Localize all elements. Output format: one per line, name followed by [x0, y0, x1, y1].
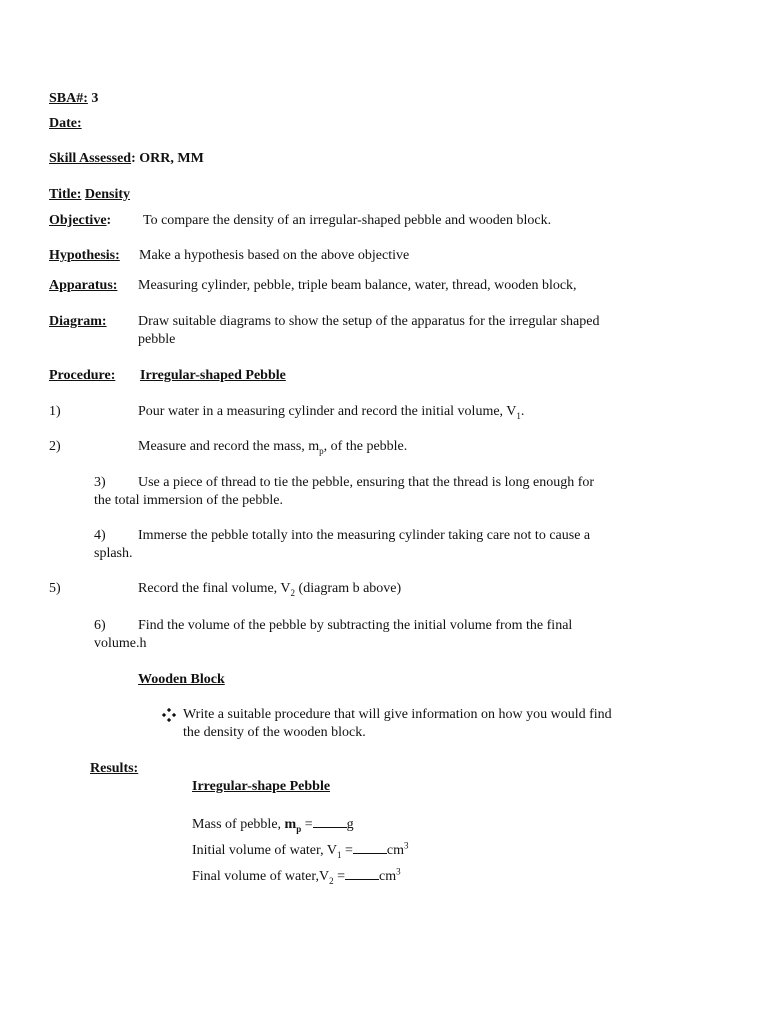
apparatus-text: Measuring cylinder, pebble, triple beam balance, water, thread, wooden block,: [138, 278, 577, 293]
mass-of-pebble-line: Mass of pebble, $m_p = g$: [192, 814, 354, 834]
step-4-number: 4): [94, 528, 106, 543]
apparatus-label: Apparatus:: [49, 278, 118, 293]
initial-volume-line: Initial volume of water, $V_1 = cm^3$: [192, 840, 409, 860]
step-3-text-line2: the total immersion of the pebble.: [94, 493, 283, 508]
step-6-number: 6): [94, 618, 106, 633]
wooden-block-bullet-line1: Write a suitable procedure that will give information on how you would find: [183, 707, 612, 722]
hypothesis-label: Hypothesis:: [49, 248, 120, 263]
skill-value: : ORR, MM: [131, 151, 204, 166]
objective-line: [49, 212, 111, 230]
title-value: Density: [84, 187, 131, 202]
step-3-number: 3): [94, 475, 106, 490]
step-1-number: 1): [49, 404, 61, 419]
sba-label: SBA#:: [49, 91, 88, 106]
objective-colon: :: [106, 213, 112, 228]
mass-blank: [313, 814, 347, 828]
initial-volume-blank: [353, 840, 387, 854]
sba-line: [49, 90, 98, 108]
final-volume-blank: [345, 866, 379, 880]
step-5-number: 5): [49, 581, 61, 596]
step-4-text-line2: splash.: [94, 546, 133, 561]
results-label: Results:: [90, 761, 139, 776]
objective-text: To compare the density of an irregular-shaped pebble and wooden block.: [143, 213, 552, 228]
diamond-bullet-icon: [162, 706, 176, 724]
procedure-label: Procedure:: [49, 368, 116, 383]
sba-value: 3: [87, 91, 99, 106]
step-4-text-line1: Immerse the pebble totally into the measuring cylinder taking care not to cause a: [138, 528, 591, 543]
hypothesis-text: Make a hypothesis based on the above objective: [139, 248, 410, 263]
skill-label: Skill Assessed: [49, 151, 132, 166]
final-volume-line: Final volume of $water,V_2 = cm^3$: [192, 866, 401, 886]
step-2-text: Measure and record the mass, $m_p$, of the pebble.: [138, 439, 408, 456]
skill-line: [49, 150, 204, 168]
diagram-text-line1: Draw suitable diagrams to show the setup of the apparatus for the irregular shaped: [138, 314, 600, 329]
title-label: Title:: [49, 187, 82, 202]
wooden-block-heading: Wooden Block: [138, 672, 225, 687]
step-6-text-line2: volume.h: [94, 636, 147, 651]
wooden-block-bullet-line2: the density of the wooden block.: [183, 725, 366, 740]
title-line: [49, 186, 130, 204]
step-5-text: Record the final volume, $V_2$ (diagram b above): [138, 581, 402, 598]
date-label: Date:: [49, 116, 82, 131]
step-3-text-line1: Use a piece of thread to tie the pebble, ensuring that the thread is long enough for: [138, 475, 595, 490]
step-1-text: Pour water in a measuring cylinder and record the initial volume, $V_1$.: [138, 404, 525, 421]
step-2-number: 2): [49, 439, 61, 454]
results-pebble-heading: Irregular-shape Pebble: [192, 779, 331, 794]
diagram-text-line2: pebble: [138, 332, 176, 347]
objective-label: Objective: [49, 213, 107, 228]
step-6-text-line1: Find the volume of the pebble by subtracting the initial volume from the final: [138, 618, 573, 633]
pebble-procedure-heading: Irregular-shaped Pebble: [140, 368, 286, 383]
diagram-label: Diagram:: [49, 314, 107, 329]
